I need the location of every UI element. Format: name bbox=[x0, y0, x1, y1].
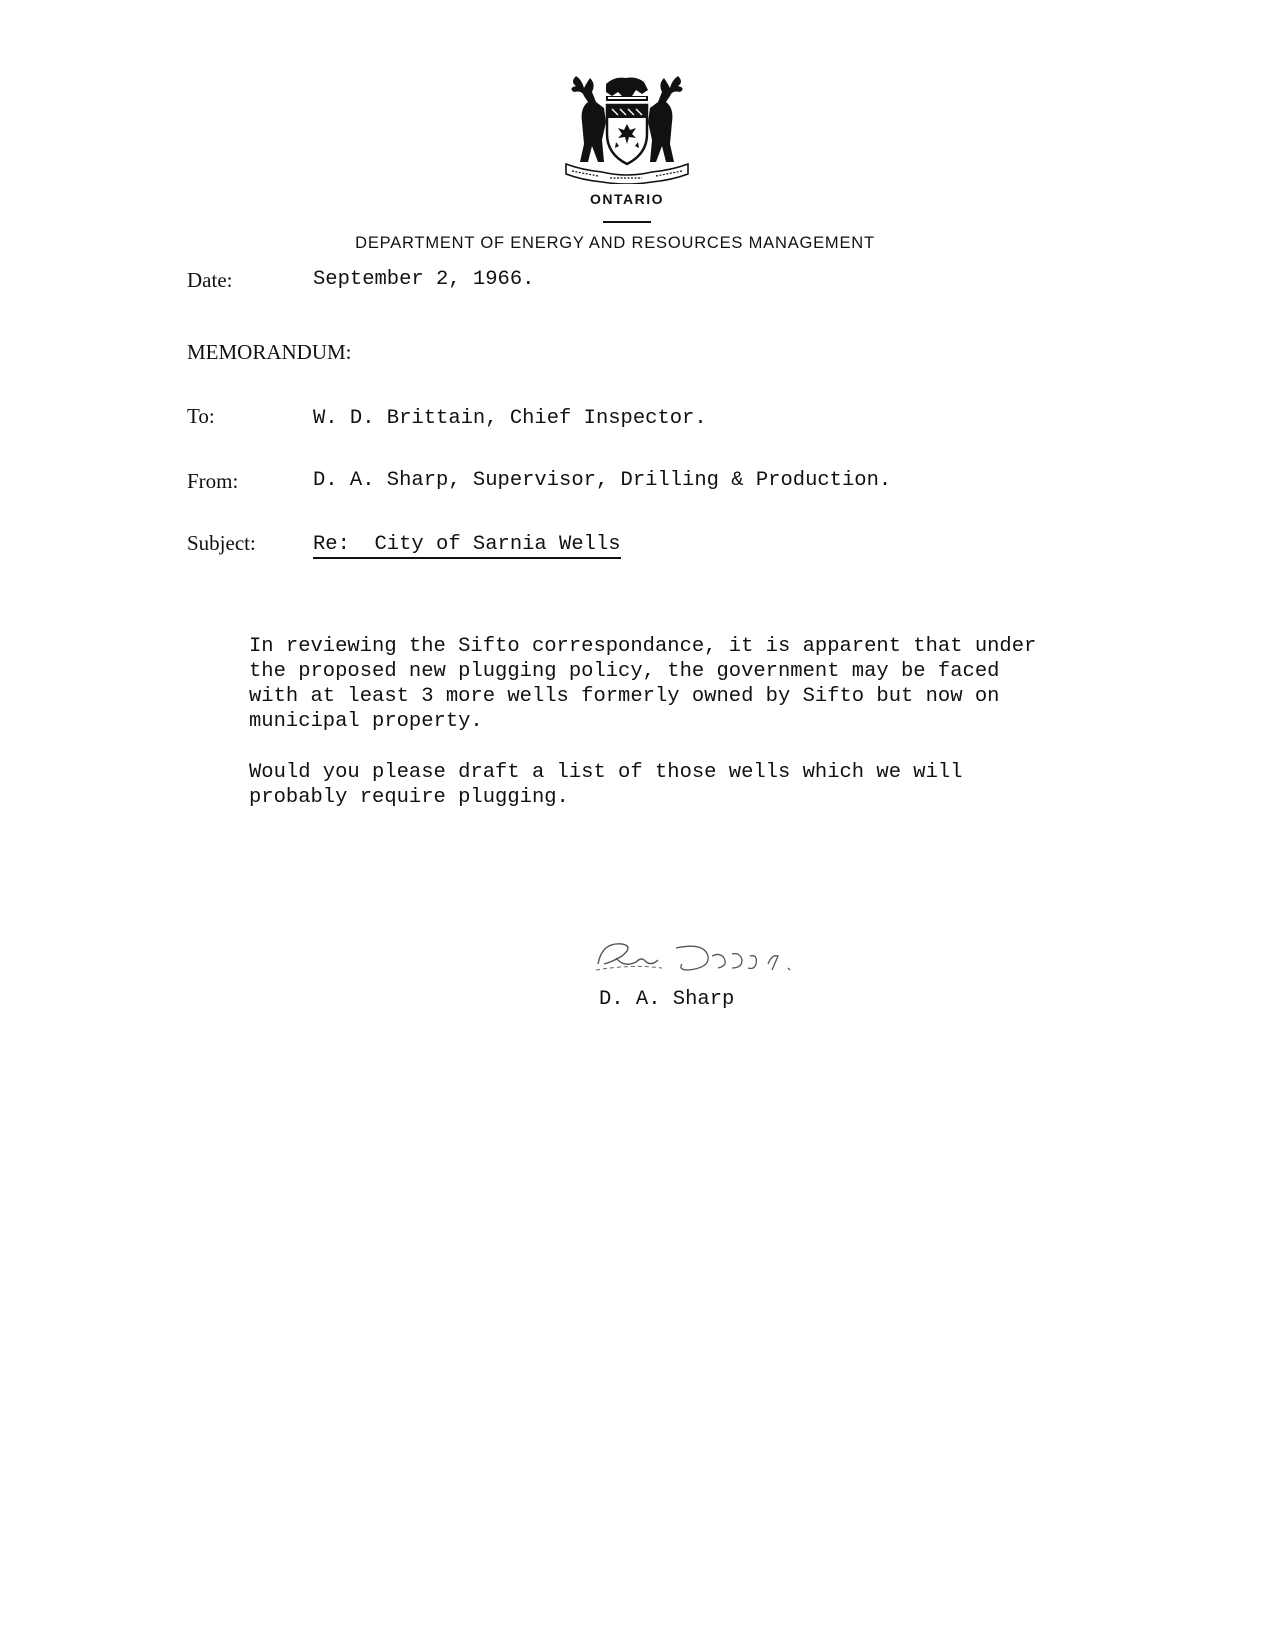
body-paragraph-1 bbox=[249, 634, 1069, 734]
department-name: DEPARTMENT OF ENERGY AND RESOURCES MANAGEMENT bbox=[355, 234, 875, 252]
date-label: Date: bbox=[187, 268, 233, 292]
subject-label: Subject: bbox=[187, 531, 256, 555]
province-name: ONTARIO bbox=[589, 191, 664, 207]
to-label: To: bbox=[187, 404, 215, 428]
handwritten-signature bbox=[592, 934, 812, 980]
memo-title: MEMORANDUM: bbox=[187, 340, 352, 364]
subject-value: Re: City of Sarnia Wells bbox=[313, 533, 621, 559]
body-paragraph-2 bbox=[249, 760, 1069, 810]
signer-name: D. A. Sharp bbox=[599, 988, 735, 1011]
body-line: the proposed new plugging policy, the government may be faced bbox=[249, 660, 1000, 683]
date-value: September 2, 1966. bbox=[313, 268, 535, 291]
body-line: municipal property. bbox=[249, 710, 483, 733]
body-line: Would you please draft a list of those wells which we will bbox=[249, 761, 963, 784]
from-value: D. A. Sharp, Supervisor, Drilling & Production. bbox=[313, 469, 892, 492]
body-line: In reviewing the Sifto correspondance, it is apparent that under bbox=[249, 635, 1037, 658]
letterhead-divider bbox=[603, 221, 651, 223]
body-line: with at least 3 more wells formerly owned by Sifto but now on bbox=[249, 685, 1000, 708]
body-line: probably require plugging. bbox=[249, 786, 569, 809]
to-value: W. D. Brittain, Chief Inspector. bbox=[313, 407, 707, 430]
ontario-coat-of-arms-icon bbox=[562, 72, 692, 184]
from-label: From: bbox=[187, 469, 239, 493]
